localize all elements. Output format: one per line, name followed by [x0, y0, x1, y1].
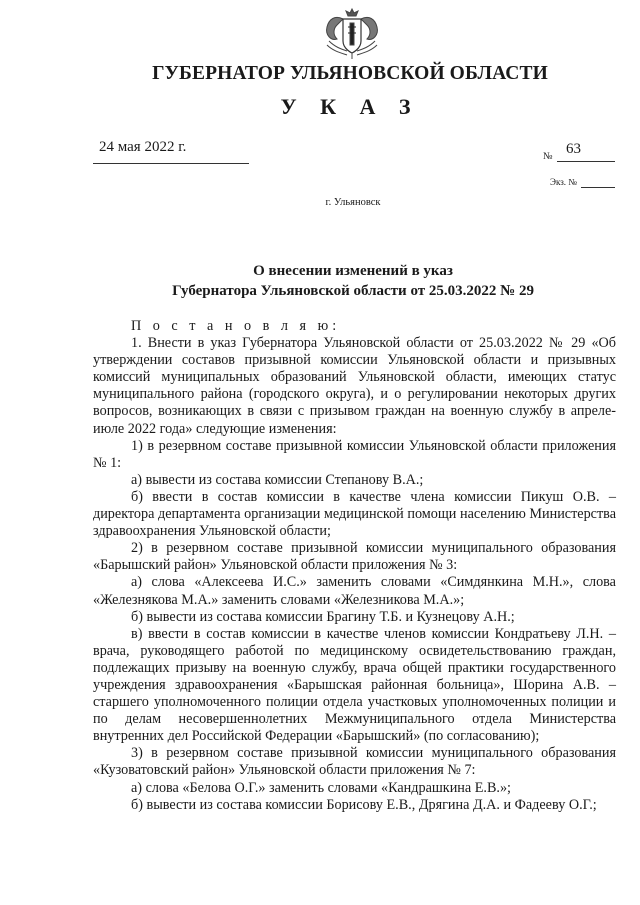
copy-number-underline — [581, 187, 615, 188]
paragraph: б) ввести в состав комиссии в качестве члена комиссии Пикуш О.В. – директора департамента организации медицинской помощи населению Министерства здравоохранения Ульяновской области; — [93, 488, 616, 540]
paragraph: б) вывести из состава комиссии Борисову Е.В., Дрягина Д.А. и Фадееву О.Г.; — [131, 796, 597, 813]
paragraph: а) слова «Белова О.Г.» заменить словами «Кандрашкина Е.В.»; — [131, 779, 511, 796]
opening-phrase: П о с т а н о в л я ю: — [131, 318, 341, 334]
subject-line-1: О внесении изменений в указ — [253, 263, 453, 279]
paragraph: 1) в резервном составе призывной комиссии Ульяновской области приложения № 1: — [93, 437, 616, 471]
coat-of-arms-icon — [321, 5, 383, 63]
city: г. Ульяновск — [325, 197, 381, 208]
paragraph: а) вывести из состава комиссии Степанову В.А.; — [131, 471, 424, 488]
document-number: 63 — [566, 141, 581, 157]
authority-title: ГУБЕРНАТОР УЛЬЯНОВСКОЙ ОБЛАСТИ — [152, 63, 548, 84]
paragraph: 3) в резервном составе призывной комиссии муниципального образования «Кузоватовский район» Ульяновской области приложения № 7: — [93, 745, 616, 779]
document-subject — [0, 261, 640, 301]
document-date: 24 мая 2022 г. — [99, 139, 187, 155]
date-underline — [93, 163, 249, 164]
number-sign: № — [543, 151, 553, 162]
paragraph: 1. Внести в указ Губернатора Ульяновской области от 25.03.2022 № 29 «Об утверждении составов призывной комиссии Ульяновской области и призывных комиссий муниципальных образований Ульяновской области, имеющих статус муниципального района (городского округа), и о регулировании некоторых других вопросов, возникающих в связи с призывом граждан на военную службу в апреле-июле 2022 года» следующие изменения: — [93, 335, 616, 437]
paragraph: 2) в резервном составе призывной комиссии муниципального образования «Барышский район» Ульяновской области приложения № 3: — [93, 540, 616, 574]
paragraph: в) ввести в состав комиссии в качестве членов комиссии Кондратьеву Л.Н. – врача, руководящего работой по медицинскому освидетельствованию граждан, подлежащих призыву на военную службу, врача общей практики государственного учреждения здравоохранения «Барышская районная больница», Шорина А.В. – старшего уполномоченного полиции отдела участковых уполномоченных полиции и по делам несовершеннолетних Межмуниципального отдела Министерства внутренних дел Российской Федерации «Барышский» (по согласованию); — [93, 625, 616, 745]
number-underline — [557, 161, 615, 162]
paragraph: б) вывести из состава комиссии Брагину Т.Б. и Кузнецову А.Н.; — [131, 608, 515, 625]
paragraph: а) слова «Алексеева И.С.» заменить словами «Симдянкина М.Н.», слова «Железнякова М.А.» заменить словами «Железникова М.А.»; — [93, 574, 616, 608]
document-body — [93, 318, 616, 814]
subject-line-2: Губернатора Ульяновской области от 25.03.2022 № 29 — [172, 283, 534, 299]
copy-number-label: Экз. № — [550, 177, 577, 187]
document-type: У К А З — [280, 94, 420, 119]
